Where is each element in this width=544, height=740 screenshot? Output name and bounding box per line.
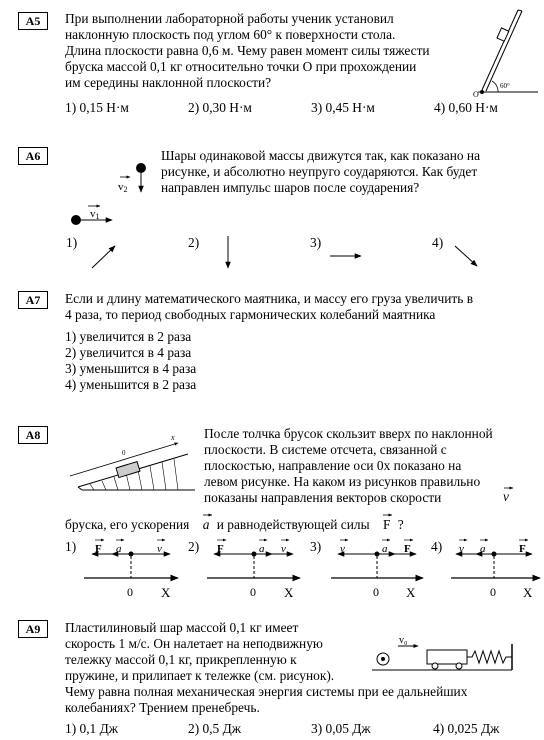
axis-x: X (523, 585, 533, 600)
question-label-a9: А9 (18, 620, 48, 638)
diagram-2 (207, 540, 300, 600)
text-line: пружине, и прилипает к тележке (см. рисунок). (65, 668, 335, 683)
vec-label: F (217, 543, 224, 555)
option-a6-4[interactable]: 4) (432, 235, 444, 250)
axis-x: X (406, 585, 416, 600)
vector-v-symbol: v (503, 489, 509, 504)
arrow-down-right-icon (455, 246, 477, 266)
text-line: плоскостью, направление оси 0x показано на (204, 458, 462, 473)
text-line: Длина плоскости равна 0,6 м. Чему равен момент силы тяжести (65, 43, 430, 58)
axis-zero: 0 (490, 585, 496, 599)
text-line: Пластилиновый шар массой 0,1 кг имеет (65, 620, 299, 635)
vec-label: v (281, 543, 286, 555)
axis-zero: 0 (127, 585, 133, 599)
option-a7-1[interactable]: 1) увеличится в 2 раза (65, 329, 192, 344)
question-label-a7: А7 (18, 291, 48, 309)
text-line: После толчка брусок скользит вверх по наклонной (204, 426, 493, 441)
axis-zero: 0 (250, 585, 256, 599)
option-a8-4[interactable]: 4) (431, 539, 443, 554)
option-a9-3[interactable]: 3) 0,05 Дж (311, 721, 371, 736)
text-line: 4 раза, то период свободных гармонических колебаний маятника (65, 307, 436, 322)
vec-label: v (157, 543, 162, 555)
question-label-a6: А6 (18, 147, 48, 165)
text-line: рисунке, и абсолютно неупруго соударяются. Как будет (161, 164, 478, 179)
collision-figure-a6 (60, 155, 160, 230)
inclined-plane-figure-a5 (470, 4, 540, 99)
question-text-a6 (161, 148, 506, 196)
text-line: бруска массой 0,1 кг относительно точки О при прохождении (65, 59, 417, 74)
text-line: плоскости. В системе отсчета, связанной с (204, 442, 447, 457)
axis-x: X (161, 585, 171, 600)
angle-label: 60° (500, 82, 510, 90)
text-line: Шары одинаковой массы движутся так, как показано на (161, 148, 481, 163)
text-part: бруска, его ускорения (65, 517, 190, 532)
question-label-a8: А8 (18, 426, 48, 444)
option-a9-2[interactable]: 2) 0,5 Дж (188, 721, 241, 736)
text-line: Если и длину математического маятника, и массу его груза увеличить в (65, 291, 474, 306)
text-line: наклонную плоскость под углом 60° к поверхности стола. (65, 27, 396, 42)
vec-label: a (480, 543, 486, 555)
option-a9-1[interactable]: 1) 0,1 Дж (65, 721, 118, 736)
question-text-a8 (204, 426, 516, 506)
text-line: скорость 1 м/с. Он налетает на неподвижную (65, 636, 323, 651)
text-line: левом рисунке. На каком из рисунков правильно (204, 474, 481, 489)
option-a8-2[interactable]: 2) (188, 539, 200, 554)
option-a6-2[interactable]: 2) (188, 235, 200, 250)
vec-label: a (259, 543, 265, 555)
vector-F-symbol: F (382, 517, 391, 532)
text-line: показаны направления векторов скорости (204, 490, 442, 505)
question-text-a9-wide (65, 684, 520, 716)
question-text-a7 (65, 291, 520, 323)
vec-label: F (404, 543, 411, 555)
options-list-a7 (65, 329, 196, 393)
text-line: Чему равна полная механическая энергия системы при ее дальнейших (65, 684, 468, 699)
incline-block-figure-a8 (60, 432, 200, 496)
v1-label: v1 (90, 208, 100, 221)
v0-label: v₀ (399, 635, 408, 646)
text-line: направлен импульс шаров после соударения? (161, 180, 420, 195)
axis-x-label: x (171, 433, 175, 442)
vec-label: F (519, 543, 526, 555)
question-text-a8-last-line (65, 517, 404, 533)
option-a5-1[interactable]: 1) 0,15 Н·м (65, 100, 129, 115)
vec-label: a (116, 543, 122, 555)
option-a8-1[interactable]: 1) (65, 539, 77, 554)
text-part: и равнодействующей силы (216, 517, 370, 532)
diagram-4 (451, 540, 540, 600)
text-part: ? (397, 517, 404, 532)
text-line: тележку массой 0,1 кг, прикрепленную к (65, 652, 297, 667)
option-a6-1[interactable]: 1) (66, 235, 78, 250)
option-a5-3[interactable]: 3) 0,45 Н·м (311, 100, 375, 115)
axis-zero-label: 0 (122, 449, 126, 457)
diagram-3 (331, 540, 423, 600)
option-a6-3[interactable]: 3) (310, 235, 322, 250)
vec-label: v (340, 543, 345, 555)
option-a5-4[interactable]: 4) 0,60 Н·м (434, 100, 498, 115)
option-a7-4[interactable]: 4) уменьшится в 2 раза (65, 377, 197, 392)
cart-spring-figure-a9 (372, 634, 542, 674)
axis-x: X (284, 585, 294, 600)
option-a8-3[interactable]: 3) (310, 539, 322, 554)
question-text-a9-narrow (65, 620, 365, 684)
option-a7-3[interactable]: 3) уменьшится в 4 раза (65, 361, 197, 376)
question-label-a5: А5 (18, 12, 48, 30)
vec-label: a (382, 543, 388, 555)
text-line: При выполнении лабораторной работы ученик установил (65, 11, 394, 26)
point-label: О (473, 90, 479, 99)
option-a5-2[interactable]: 2) 0,30 Н·м (188, 100, 252, 115)
option-a7-2[interactable]: 2) увеличится в 4 раза (65, 345, 192, 360)
question-text-a5 (65, 11, 460, 91)
diagram-1 (84, 540, 178, 600)
vec-label: F (95, 543, 102, 555)
v2-label: v2 (118, 181, 128, 194)
option-a9-4[interactable]: 4) 0,025 Дж (433, 721, 500, 736)
axis-zero: 0 (373, 585, 379, 599)
arrow-up-right-icon (92, 246, 115, 268)
vec-label: v (459, 543, 464, 555)
text-line: колебаниях? Трением пренебречь. (65, 700, 260, 715)
vector-a-symbol: a (202, 517, 210, 532)
text-line: им середины наклонной плоскости? (65, 75, 272, 90)
